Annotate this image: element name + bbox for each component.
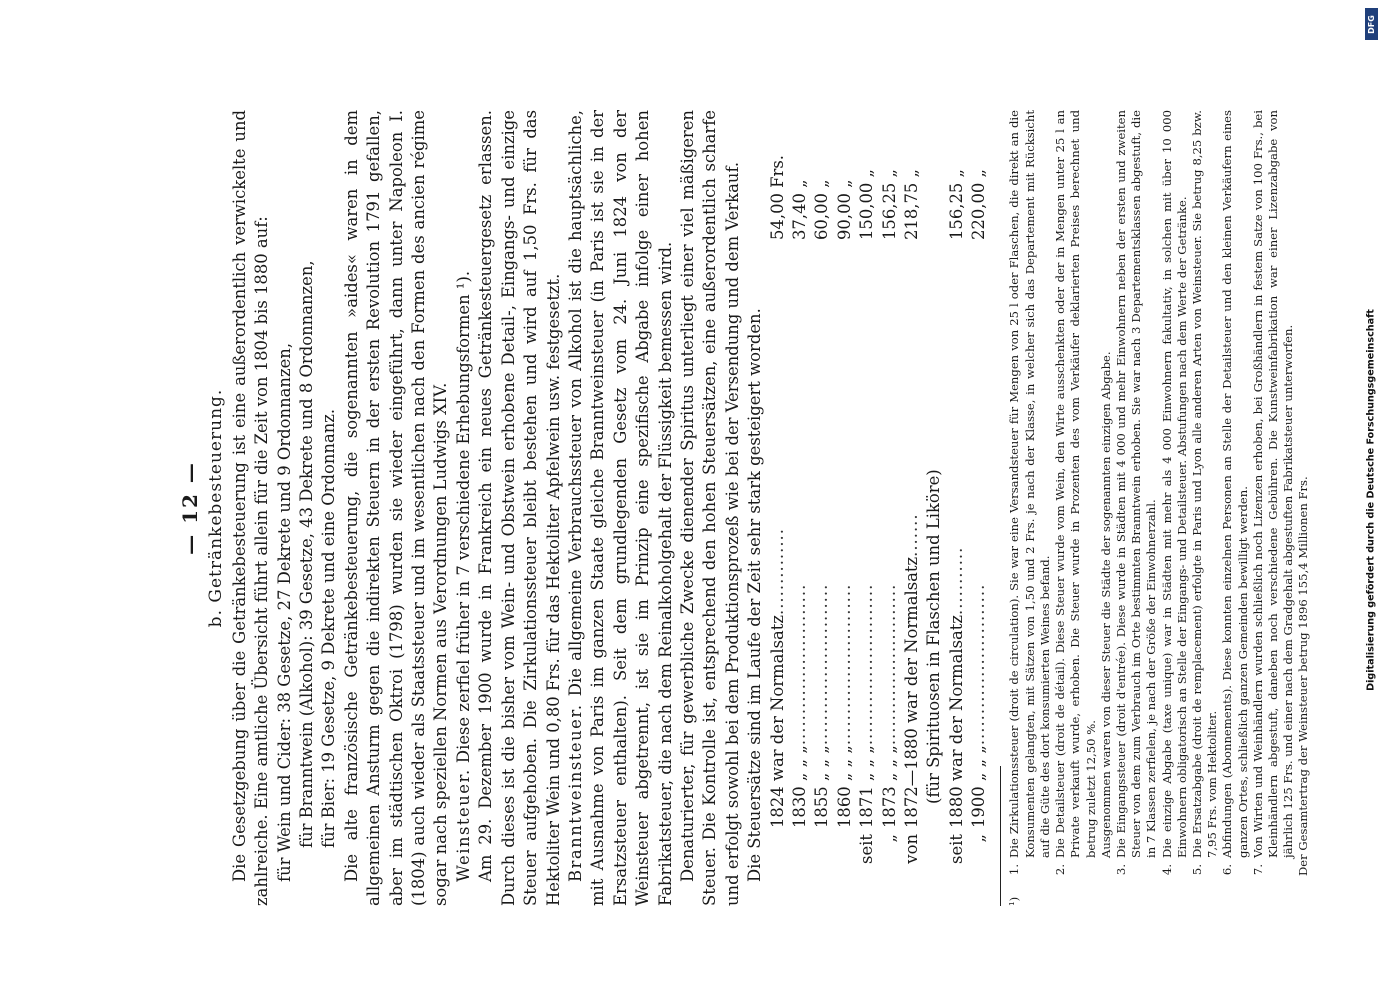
rate-value: 218,75 „ — [901, 168, 921, 240]
spirits-tax-heading: Branntweinsteuer. — [565, 703, 585, 882]
leader-dots: ........... — [946, 546, 966, 615]
footnote-number — [1099, 858, 1114, 888]
footnote-text: Von Wirten und Weinhändlern wurden schließlich noch Lizenzen erhoben, bei Großhändlern in festem Satze von 100 Frs., bei Kleinhändlern abgestuft, daneben noch verschiedene Gebühren. Die Kunstweinfabrikation war einer Lizenzabgabe von jährlich 125 Frs. und einer nach dem Gradgehalt abgestuften Fabrikatsteuer unterworfen. — [1250, 110, 1296, 858]
rate-prefix: von — [901, 834, 921, 864]
footnote-number: 2. — [1053, 864, 1068, 876]
rate-note: (für Spirituosen in Flaschen und Liköre) — [924, 469, 944, 804]
footnote-item — [1114, 110, 1160, 906]
rate-value: 150,00 „ — [857, 168, 877, 240]
rate-row — [856, 110, 878, 906]
footnote-item — [1160, 110, 1190, 906]
rate-row — [946, 110, 968, 906]
footnote-item — [1053, 110, 1099, 906]
footnote-text: Ausgenommen waren von dieser Steuer die Städte der sogenannten einzigen Abgabe. — [1098, 351, 1113, 858]
rate-value: 90,00 „ — [834, 179, 854, 240]
history-paragraph: Die alte französische Getränkebesteuerung, die sogenannten »aides« waren in dem allgemeinen Ansturm gegen die indirekten Steuern in der ersten Revolution 1791 gefallen, aber im städtischen Oktroi (1798) wurden sie wieder eingeführt, dann unter Napoleon I. (1804) auch wieder als Staatssteuer und im wesentlichen nach den Formen des ancien régime sogar nach speziellen Normen aus Verordnungen Ludwigs XIV. — [341, 110, 451, 906]
footnote-text: Die Ersatzabgabe (droit de remplacement) erfolgte in Paris und Lyon alle anderen Arten von Weinsteuer. Sie betrug 8,25 bzw. 7,95 Frs. vom Hektoliter. — [1189, 110, 1220, 858]
footnote-item — [1190, 110, 1220, 906]
rate-period: 1830 „ „ „ — [789, 745, 809, 828]
dfg-logo-text: DFG — [1367, 14, 1377, 34]
rate-prefix: seit — [857, 834, 877, 864]
leader-dots: ....... — [901, 513, 921, 557]
footnote-number: 3. — [1113, 864, 1128, 876]
rate-period: 1872—1880 war der Normalsatz — [901, 556, 921, 828]
rate-value: 156,25 „ — [879, 168, 899, 240]
footnote-item — [1007, 110, 1053, 906]
leader-dots: .......................... — [857, 583, 877, 746]
leader-dots: .......................... — [879, 583, 899, 746]
leader-dots: .......................... — [789, 583, 809, 746]
rate-prefix: „ — [879, 834, 899, 843]
rate-value: 220,00 „ — [969, 168, 989, 240]
leader-dots: .......................... — [834, 583, 854, 746]
footnote-separator — [1000, 766, 1001, 906]
rate-period: 1880 war der Normalsatz — [946, 614, 966, 828]
rate-period: 1873 „ „ „ — [879, 745, 899, 828]
footnote-number: 1. — [1007, 864, 1022, 876]
rate-value: 54,00 Frs. — [767, 155, 787, 240]
rate-value: 156,25 „ — [946, 168, 966, 240]
rate-prefix: „ — [969, 834, 989, 843]
leader-dots: .......................... — [812, 583, 832, 746]
rate-period: 1900 „ „ „ — [969, 745, 989, 828]
footnotes — [1007, 110, 1311, 906]
wine-tax-paragraph — [453, 110, 475, 906]
rate-value: 37,40 „ — [789, 179, 809, 240]
intro-paragraph: Die Gesetzgebung über die Getränkebesteuerung ist eine außerordentlich verwickelte und zahlreiche. Eine amtliche Übersicht führt allein für die Zeit von 1804 bis 1880 auf: — [229, 110, 272, 906]
footnote-number: 5. — [1189, 864, 1204, 876]
footnote-number: 7. — [1250, 864, 1265, 876]
rate-row — [879, 110, 901, 906]
wine-tax-intro: Diese zerfiel früher in 7 verschiedene Erhebungsformen ¹). — [453, 270, 473, 764]
footnote-item — [1099, 110, 1114, 906]
footnote-text: Die Detailsteuer (droit de détail). Diese Steuer wurde vom Wein, den Wirte ausschenkten oder der in Mengen unter 25 l an Private verkauft wurde, erhoben. Die Steuer wurde in Prozenten des vom Verkäufer deklarierten Preises berechnet und betrug zuletzt 12,50 %. — [1053, 110, 1098, 858]
footnote-number: 6. — [1220, 864, 1235, 876]
spirits-tax-paragraph — [565, 110, 677, 906]
law-count-wine: für Wein und Cider: 38 Gesetze, 27 Dekrete und 9 Ordonnanzen, — [274, 342, 294, 882]
rate-period: 1860 „ „ „ — [834, 745, 854, 828]
wine-tax-law-paragraph: Am 29. Dezember 1900 wurde in Frankreich ein neues Getränkesteuergesetz erlassen. Durch dieses ist die bisher vom Wein- und Obstwein erhobene Detail-, Eingangs- und einzige Steuer aufgehoben. Die Zirkulationssteuer bleibt bestehen und wird auf 1,50 Frs. für das Hektoliter Wein und 0,80 Frs. für das Hektoliter Apfelwein usw. festgesetzt. — [476, 110, 563, 906]
footnote-text: Die Zirkulationssteuer (droit de circulation). Sie war eine Versandsteuer für Mengen von 25 l oder Flaschen, die direkt an die Konsumenten gelangten, mit Sätzen von 1,50 und 2 Frs. je nach der Klasse, in welcher sich das Departement mit Rücksicht auf die Güte des dort konsumierten Weines befand. — [1007, 110, 1052, 858]
rate-row — [789, 110, 811, 906]
page-number: — 12 — — [178, 461, 202, 555]
law-count-beer: für Bier: 19 Gesetze, 9 Dekrete und eine Ordonnanz. — [319, 408, 339, 848]
rate-period: 1824 war der Normalsatz — [767, 614, 787, 828]
rate-row — [968, 110, 990, 906]
rate-row — [901, 110, 923, 906]
law-count-spirits: für Branntwein (Alkohol): 39 Gesetze, 43 Dekrete und 8 Ordonnanzen, — [297, 260, 317, 848]
footnote-item — [1251, 110, 1297, 906]
rate-period: 1855 „ „ „ — [812, 745, 832, 828]
footnote-text: Abfindungen (Abonnements). Diese konnten einzelnen Personen an Stelle der Detailsteuer und den kleinen Verkäufern eines ganzen Ortes, schließlich ganzen Gemeinden bewilligt werden. — [1220, 110, 1250, 858]
rate-row — [834, 110, 856, 906]
footnote-number: 4. — [1159, 864, 1174, 876]
footnote-text: Die einzige Abgabe (taxe unique) war in Städten mit mehr als 4 000 Einwohnern fakultativ, in solchen mit über 10 000 Einwohnern obligatorisch an Stelle der Eingangs- und Detailsteuer. Abstufungen nach dem Werte der Getränke. — [1159, 110, 1189, 858]
rate-value: 60,00 „ — [812, 179, 832, 240]
spirits-tax-text: Die allgemeine Verbrauchssteuer von Alkohol ist die hauptsächliche, mit Ausnahme von Paris im ganzen Staate gleiche Branntweinsteuer (in Paris ist sie in der Ersatzsteuer enthalten). Seit dem grundlegenden Gesetz vom 24. Juni 1824 von der Weinsteuer abgetrennt, ist sie im Prinzip eine spezifische Abgabe infolge einer hohen Fabrikatsteuer, die nach dem Reinalkoholgehalt der Flüssigkeit bemessen wird. — [565, 110, 675, 906]
footnote-text: Die Eingangssteuer (droit d'entrée). Diese wurde in Städten mit 4 000 und mehr Einwohnern neben der ersten und zweiten Steuer von dem zum Verbrauch im Orte bestimmten Branntwein erhoben. Sie war nach 3 Departementsklassen abgestuft, die in 7 Klassen zerfielen, je nach der Größe der Einwohnerzahl. — [1113, 110, 1159, 858]
rate-period: 1871 „ „ „ — [857, 745, 877, 828]
dfg-logo[interactable] — [1365, 8, 1378, 40]
leader-dots: .............. — [767, 528, 787, 615]
denatured-spirits-paragraph: Denaturierter, für gewerbliche Zwecke dienender Spiritus unterliegt einer viel mäßigeren Steuer. Die Kontrolle ist, entsprechend den hohen Steuersätzen, eine außerordentlich scharfe und erfolgt sowohl bei dem Produktionsprozeß wie bei der Versendung und dem Verkauf. — [677, 110, 742, 906]
rate-row — [811, 110, 833, 906]
funding-note: Digitalisierung gefördert durch die Deutsche Forschungsgemeinschaft — [1365, 309, 1377, 691]
wine-tax-heading: Weinsteuer. — [453, 768, 473, 882]
footnote-closing: Der Gesamtertrag der Weinsteuer betrug 1896 155,4 Millionen Frs. — [1296, 476, 1311, 876]
leader-dots: .......................... — [969, 583, 989, 746]
footnote-item — [1220, 110, 1250, 906]
rotated-document-page — [121, 80, 1311, 920]
footnote-marker: ¹) — [1007, 896, 1022, 906]
section-title: b. Getränkebesteuerung. — [206, 388, 227, 628]
rate-prefix: seit — [946, 834, 966, 864]
rate-row — [767, 110, 789, 906]
tax-rate-table — [767, 110, 991, 906]
rates-intro: Die Steuersätze sind im Laufe der Zeit sehr stark gesteigert worden. — [745, 308, 765, 882]
